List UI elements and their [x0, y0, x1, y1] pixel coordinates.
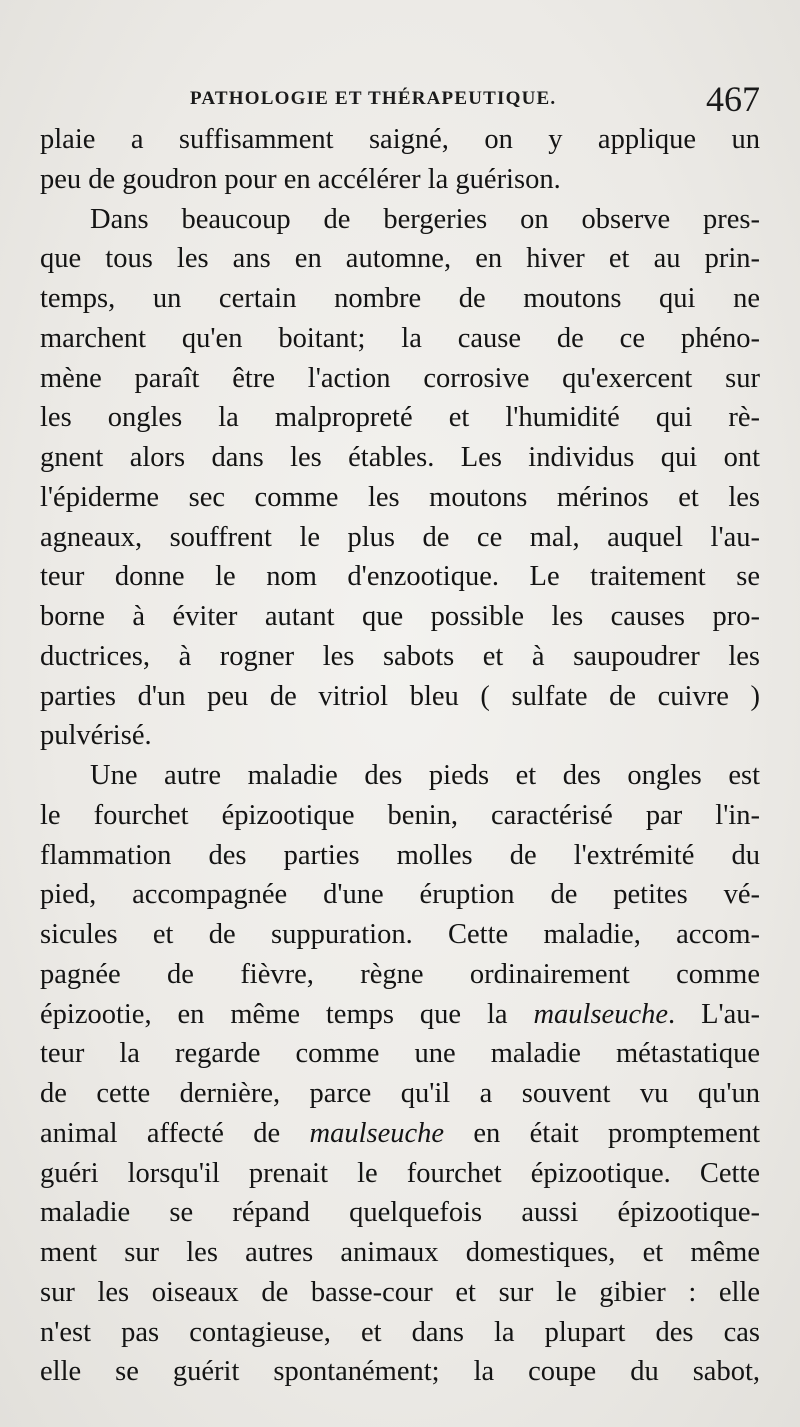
text-line: elle se guérit spontanément; la coupe du sabot, — [40, 1356, 760, 1388]
text-line: parties d'un peu de vitriol bleu ( sulfate de cuivre ) — [40, 680, 760, 712]
text-span: en était promptement — [444, 1117, 760, 1149]
paragraph-first-line: Dans beaucoup de bergeries on observe pres- — [90, 203, 760, 235]
text-line: borne à éviter autant que possible les causes pro- — [40, 601, 760, 632]
text-line: n'est pas contagieuse, et dans la plupart des cas — [40, 1316, 760, 1348]
text-line: le fourchet épizootique benin, caractérisé par l'in- — [40, 799, 760, 831]
running-head — [40, 78, 760, 118]
text-line: sur les oiseaux de basse-cour et sur le gibier : elle — [40, 1276, 760, 1308]
text-line: marchent qu'en boitant; la cause de ce phéno- — [40, 322, 760, 354]
text-line: pulvérisé. — [40, 720, 152, 752]
text-line: teur donne le nom d'enzootique. Le traitement se — [40, 561, 760, 593]
text-line: pied, accompagnée d'une éruption de petites vé- — [40, 879, 760, 911]
text-line: gnent alors dans les étables. Les individus qui ont — [40, 442, 760, 473]
text-line: guéri lorsqu'il prenait le fourchet épizootique. Cette — [40, 1157, 760, 1189]
text-line: pagnée de fièvre, règne ordinairement comme — [40, 958, 760, 990]
text-line: flammation des parties molles de l'extrémité du — [40, 839, 760, 871]
text-line: temps, un certain nombre de moutons qui ne — [40, 283, 760, 314]
text-line: ment sur les autres animaux domestiques, et même — [40, 1237, 760, 1268]
text-line-with-italic — [40, 995, 760, 1035]
page-number: 467 — [706, 79, 760, 119]
text-line: maladie se répand quelquefois aussi épizootique- — [40, 1197, 760, 1229]
text-line: mène paraît être l'action corrosive qu'exercent sur — [40, 362, 760, 394]
text-span: . L'au- — [668, 998, 760, 1030]
paragraph-first-line: Une autre maladie des pieds et des ongles est — [90, 760, 760, 791]
text-line: sicules et de suppuration. Cette maladie, accom- — [40, 919, 760, 950]
italic-term: maulseuche — [533, 998, 669, 1030]
text-line: peu de goudron pour en accélérer la guérison. — [40, 163, 561, 195]
running-title: PATHOLOGIE ET THÉRAPEUTIQUE. — [190, 88, 557, 109]
body-text — [40, 120, 760, 1392]
text-span: épizootie, en même temps que la — [40, 998, 534, 1030]
italic-term: maulseuche — [309, 1117, 445, 1149]
text-line: les ongles la malpropreté et l'humidité qui rè- — [40, 402, 760, 434]
text-line: teur la regarde comme une maladie métastatique — [40, 1038, 760, 1070]
text-line: agneaux, souffrent le plus de ce mal, auquel l'au- — [40, 521, 760, 553]
text-span: animal affecté de — [40, 1117, 310, 1149]
text-line: ductrices, à rogner les sabots et à saupoudrer les — [40, 640, 760, 672]
text-line: plaie a suffisamment saigné, on y applique un — [40, 124, 760, 155]
text-line: l'épiderme sec comme les moutons mérinos et les — [40, 481, 760, 513]
text-line: que tous les ans en automne, en hiver et au prin- — [40, 243, 760, 275]
text-line-with-italic — [40, 1114, 760, 1154]
text-line: de cette dernière, parce qu'il a souvent vu qu'un — [40, 1078, 760, 1109]
